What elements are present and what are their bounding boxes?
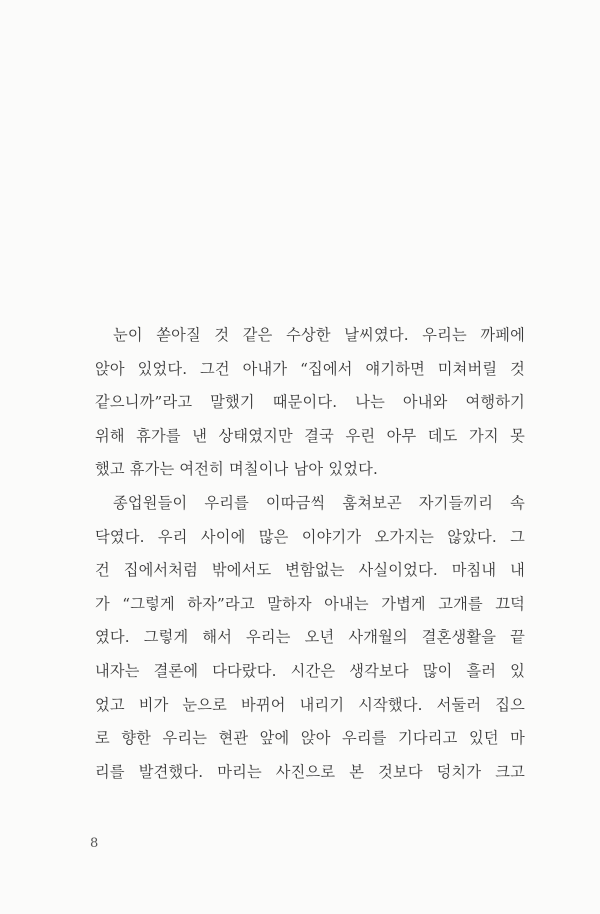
text-line: 같으니까”라고 말했기 때문이다. 나는 아내와 여행하기 [95,393,525,412]
text-line: 었고 비가 눈으로 바뀌어 내리기 시작했다. 서둘러 집으 [95,695,525,714]
text-line: 로 향한 우리는 현관 앞에 앉아 우리를 기다리고 있던 마 [95,729,525,748]
text-line: 가 “그렇게 하자”라고 말하자 아내는 가볍게 고개를 끄덕 [95,594,525,613]
body-text [95,319,525,789]
text-line: 리를 발견했다. 마리는 사진으로 본 것보다 덩치가 크고 [95,762,525,781]
text-line: 위해 휴가를 낸 상태였지만 결국 우린 아무 데도 가지 못 [95,426,525,445]
text-line: 했고 휴가는 여전히 며칠이나 남아 있었다. [95,460,378,479]
text-line: 눈이 쏟아질 것 같은 수상한 날씨였다. 우리는 까페에 [113,326,525,344]
paragraph-1 [95,319,525,487]
text-line: 종업원들이 우리를 이따금씩 훔쳐보곤 자기들끼리 속 [113,493,525,512]
text-line: 앉아 있었다. 그건 아내가 “집에서 얘기하면 미쳐버릴 것 [95,359,525,378]
text-line: 건 집에서처럼 밖에서도 변함없는 사실이었다. 마침내 내 [95,561,525,580]
text-line: 였다. 그렇게 해서 우리는 오년 사개월의 결혼생활을 끝 [95,628,525,647]
text-line: 내자는 결론에 다다랐다. 시간은 생각보다 많이 흘러 있 [95,661,525,680]
text-line: 닥였다. 우리 사이에 많은 이야기가 오가지는 않았다. 그 [95,527,525,546]
page-number: 8 [90,836,99,851]
paragraph-2 [95,487,525,789]
